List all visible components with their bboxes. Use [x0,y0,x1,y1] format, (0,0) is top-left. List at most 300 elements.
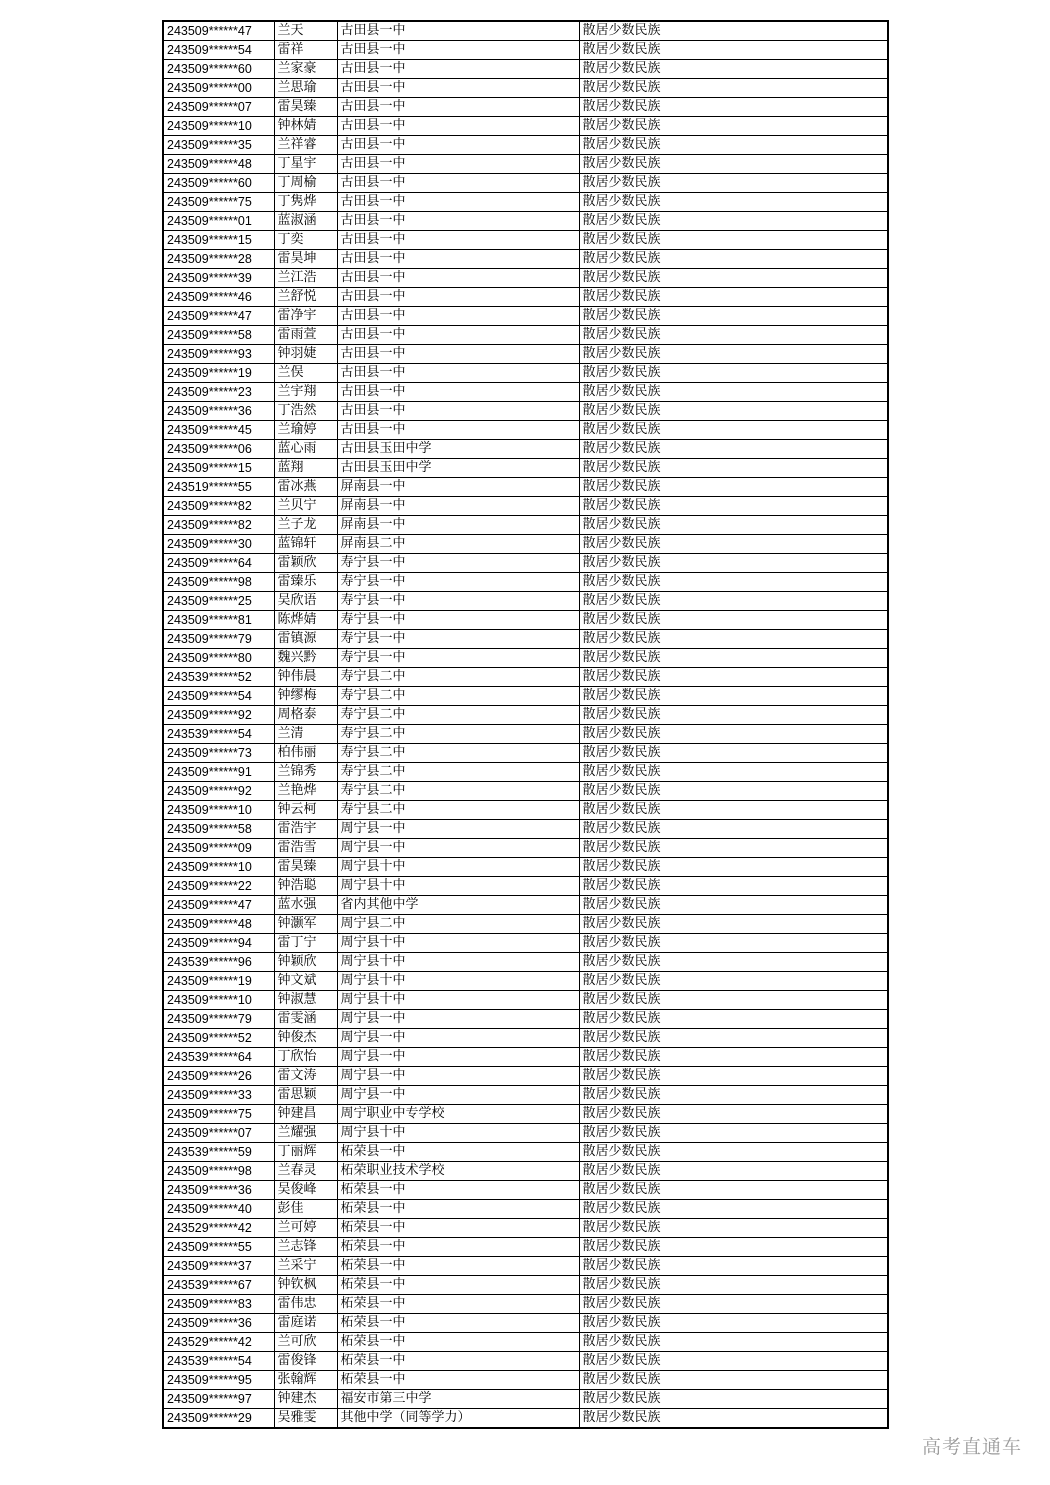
table-row [163,193,888,212]
exam-id-cell: 243509******47 [163,896,274,915]
name-cell: 钟建昌 [274,1105,337,1124]
exam-id-cell: 243509******94 [163,934,274,953]
category-cell: 散居少数民族 [579,801,888,820]
category-cell: 散居少数民族 [579,1371,888,1390]
name-cell: 雷昊坤 [274,250,337,269]
table-row [163,1238,888,1257]
category-cell: 散居少数民族 [579,1295,888,1314]
school-cell: 柘荣县一中 [337,1314,579,1333]
school-cell: 寿宁县二中 [337,782,579,801]
table-row [163,307,888,326]
table-row [163,497,888,516]
exam-id-cell: 243509******19 [163,364,274,383]
exam-id-cell: 243529******42 [163,1333,274,1352]
category-cell: 散居少数民族 [579,174,888,193]
name-cell: 兰可欣 [274,1333,337,1352]
table-row [163,1048,888,1067]
table-row [163,1257,888,1276]
category-cell: 散居少数民族 [579,630,888,649]
name-cell: 兰思瑜 [274,79,337,98]
name-cell: 兰清 [274,725,337,744]
school-cell: 古田县一中 [337,288,579,307]
exam-id-cell: 243519******55 [163,478,274,497]
school-cell: 寿宁县一中 [337,554,579,573]
school-cell: 古田县一中 [337,79,579,98]
category-cell: 散居少数民族 [579,1124,888,1143]
category-cell: 散居少数民族 [579,79,888,98]
table-row [163,1010,888,1029]
category-cell: 散居少数民族 [579,440,888,459]
category-cell: 散居少数民族 [579,1200,888,1219]
school-cell: 屏南县一中 [337,497,579,516]
table-row [163,79,888,98]
school-cell: 柘荣县一中 [337,1181,579,1200]
table-row [163,136,888,155]
exam-id-cell: 243509******45 [163,421,274,440]
category-cell: 散居少数民族 [579,706,888,725]
name-cell: 兰瑜婷 [274,421,337,440]
exam-id-cell: 243509******79 [163,630,274,649]
school-cell: 柘荣县一中 [337,1333,579,1352]
school-cell: 古田县一中 [337,402,579,421]
exam-id-cell: 243509******95 [163,1371,274,1390]
name-cell: 兰采宁 [274,1257,337,1276]
exam-id-cell: 243509******28 [163,250,274,269]
exam-id-cell: 243509******36 [163,1314,274,1333]
school-cell: 寿宁县二中 [337,763,579,782]
exam-id-cell: 243539******54 [163,1352,274,1371]
table-row [163,21,888,41]
category-cell: 散居少数民族 [579,820,888,839]
exam-id-cell: 243509******79 [163,1010,274,1029]
table-row [163,1181,888,1200]
table-row [163,706,888,725]
exam-id-cell: 243509******09 [163,839,274,858]
category-cell: 散居少数民族 [579,231,888,250]
exam-id-cell: 243509******25 [163,592,274,611]
school-cell: 古田县玉田中学 [337,440,579,459]
school-cell: 古田县一中 [337,155,579,174]
school-cell: 其他中学（同等学力） [337,1409,579,1429]
category-cell: 散居少数民族 [579,877,888,896]
school-cell: 省内其他中学 [337,896,579,915]
category-cell: 散居少数民族 [579,991,888,1010]
category-cell: 散居少数民族 [579,516,888,535]
name-cell: 雷丁宁 [274,934,337,953]
name-cell: 丁星宇 [274,155,337,174]
exam-id-cell: 243509******10 [163,117,274,136]
table-row [163,516,888,535]
name-cell: 柏伟丽 [274,744,337,763]
candidate-table-body [163,21,888,1428]
exam-id-cell: 243509******36 [163,1181,274,1200]
category-cell: 散居少数民族 [579,953,888,972]
exam-id-cell: 243509******83 [163,1295,274,1314]
name-cell: 雷伟忠 [274,1295,337,1314]
category-cell: 散居少数民族 [579,478,888,497]
exam-id-cell: 243509******58 [163,820,274,839]
name-cell: 钟灏军 [274,915,337,934]
school-cell: 古田县一中 [337,21,579,41]
category-cell: 散居少数民族 [579,364,888,383]
table-row [163,98,888,117]
school-cell: 寿宁县二中 [337,725,579,744]
school-cell: 柘荣县一中 [337,1200,579,1219]
name-cell: 雷浩宇 [274,820,337,839]
category-cell: 散居少数民族 [579,1105,888,1124]
school-cell: 柘荣职业技术学校 [337,1162,579,1181]
table-row [163,1409,888,1429]
table-row [163,649,888,668]
table-row [163,687,888,706]
table-row [163,1276,888,1295]
exam-id-cell: 243509******80 [163,649,274,668]
name-cell: 雷雨萱 [274,326,337,345]
category-cell: 散居少数民族 [579,1390,888,1409]
category-cell: 散居少数民族 [579,668,888,687]
table-row [163,212,888,231]
exam-id-cell: 243539******96 [163,953,274,972]
exam-id-cell: 243539******52 [163,668,274,687]
exam-id-cell: 243539******54 [163,725,274,744]
exam-id-cell: 243509******29 [163,1409,274,1429]
school-cell: 周宁职业中专学校 [337,1105,579,1124]
school-cell: 周宁县十中 [337,877,579,896]
school-cell: 周宁县一中 [337,1010,579,1029]
name-cell: 雷净宇 [274,307,337,326]
category-cell: 散居少数民族 [579,934,888,953]
table-row [163,782,888,801]
exam-id-cell: 243509******23 [163,383,274,402]
table-row [163,858,888,877]
category-cell: 散居少数民族 [579,345,888,364]
school-cell: 古田县一中 [337,136,579,155]
table-row [163,915,888,934]
table-row [163,440,888,459]
name-cell: 丁欣怡 [274,1048,337,1067]
table-row [163,611,888,630]
name-cell: 兰贝宁 [274,497,337,516]
name-cell: 钟淑慧 [274,991,337,1010]
school-cell: 柘荣县一中 [337,1352,579,1371]
table-row [163,269,888,288]
school-cell: 古田县一中 [337,345,579,364]
exam-id-cell: 243509******19 [163,972,274,991]
name-cell: 蓝水强 [274,896,337,915]
school-cell: 周宁县十中 [337,934,579,953]
exam-id-cell: 243509******92 [163,706,274,725]
category-cell: 散居少数民族 [579,554,888,573]
school-cell: 福安市第三中学 [337,1390,579,1409]
name-cell: 雷昊臻 [274,858,337,877]
category-cell: 散居少数民族 [579,250,888,269]
category-cell: 散居少数民族 [579,307,888,326]
name-cell: 雷镇源 [274,630,337,649]
exam-id-cell: 243509******60 [163,60,274,79]
exam-id-cell: 243509******48 [163,155,274,174]
category-cell: 散居少数民族 [579,497,888,516]
exam-id-cell: 243509******37 [163,1257,274,1276]
exam-id-cell: 243509******36 [163,402,274,421]
exam-id-cell: 243509******64 [163,554,274,573]
table-row [163,953,888,972]
school-cell: 周宁县一中 [337,839,579,858]
name-cell: 雷浩雪 [274,839,337,858]
category-cell: 散居少数民族 [579,1276,888,1295]
exam-id-cell: 243539******64 [163,1048,274,1067]
exam-id-cell: 243509******35 [163,136,274,155]
exam-id-cell: 243509******47 [163,307,274,326]
category-cell: 散居少数民族 [579,155,888,174]
table-row [163,1124,888,1143]
exam-id-cell: 243509******30 [163,535,274,554]
table-row [163,174,888,193]
exam-id-cell: 243509******98 [163,1162,274,1181]
category-cell: 散居少数民族 [579,212,888,231]
name-cell: 兰子龙 [274,516,337,535]
table-row [163,820,888,839]
category-cell: 散居少数民族 [579,383,888,402]
category-cell: 散居少数民族 [579,535,888,554]
school-cell: 柘荣县一中 [337,1371,579,1390]
exam-id-cell: 243509******55 [163,1238,274,1257]
category-cell: 散居少数民族 [579,1352,888,1371]
category-cell: 散居少数民族 [579,288,888,307]
table-row [163,801,888,820]
name-cell: 蓝锦轩 [274,535,337,554]
exam-id-cell: 243509******93 [163,345,274,364]
school-cell: 古田县一中 [337,383,579,402]
name-cell: 兰江浩 [274,269,337,288]
table-row [163,402,888,421]
name-cell: 蓝心雨 [274,440,337,459]
school-cell: 古田县一中 [337,60,579,79]
table-row [163,1352,888,1371]
school-cell: 柘荣县一中 [337,1219,579,1238]
table-row [163,972,888,991]
table-row [163,1143,888,1162]
school-cell: 古田县一中 [337,212,579,231]
school-cell: 古田县一中 [337,174,579,193]
name-cell: 钟文斌 [274,972,337,991]
exam-id-cell: 243509******92 [163,782,274,801]
name-cell: 周格泰 [274,706,337,725]
name-cell: 钟缪梅 [274,687,337,706]
category-cell: 散居少数民族 [579,1067,888,1086]
name-cell: 钟颖欣 [274,953,337,972]
table-row [163,573,888,592]
table-row [163,896,888,915]
school-cell: 屏南县一中 [337,478,579,497]
school-cell: 古田县一中 [337,307,579,326]
school-cell: 屏南县二中 [337,535,579,554]
exam-id-cell: 243509******01 [163,212,274,231]
school-cell: 古田县一中 [337,231,579,250]
name-cell: 魏兴黔 [274,649,337,668]
table-row [163,478,888,497]
exam-id-cell: 243509******54 [163,687,274,706]
name-cell: 丁丽辉 [274,1143,337,1162]
name-cell: 雷庭诺 [274,1314,337,1333]
name-cell: 雷祥 [274,41,337,60]
category-cell: 散居少数民族 [579,592,888,611]
school-cell: 古田县一中 [337,250,579,269]
exam-id-cell: 243509******39 [163,269,274,288]
school-cell: 寿宁县一中 [337,649,579,668]
school-cell: 周宁县一中 [337,820,579,839]
school-cell: 柘荣县一中 [337,1238,579,1257]
category-cell: 散居少数民族 [579,193,888,212]
table-row [163,1067,888,1086]
table-row [163,117,888,136]
category-cell: 散居少数民族 [579,858,888,877]
exam-id-cell: 243529******42 [163,1219,274,1238]
name-cell: 丁奕 [274,231,337,250]
exam-id-cell: 243509******00 [163,79,274,98]
table-row [163,1219,888,1238]
table-row [163,288,888,307]
exam-id-cell: 243509******75 [163,193,274,212]
category-cell: 散居少数民族 [579,269,888,288]
school-cell: 周宁县十中 [337,1124,579,1143]
exam-id-cell: 243509******46 [163,288,274,307]
name-cell: 彭佳 [274,1200,337,1219]
category-cell: 散居少数民族 [579,1086,888,1105]
school-cell: 柘荣县一中 [337,1295,579,1314]
category-cell: 散居少数民族 [579,839,888,858]
school-cell: 周宁县十中 [337,991,579,1010]
table-row [163,1295,888,1314]
exam-id-cell: 243539******67 [163,1276,274,1295]
name-cell: 钟浩聪 [274,877,337,896]
school-cell: 寿宁县二中 [337,668,579,687]
category-cell: 散居少数民族 [579,782,888,801]
school-cell: 柘荣县一中 [337,1143,579,1162]
table-row [163,991,888,1010]
table-row [163,421,888,440]
category-cell: 散居少数民族 [579,41,888,60]
school-cell: 古田县一中 [337,269,579,288]
table-row [163,592,888,611]
school-cell: 寿宁县一中 [337,630,579,649]
exam-id-cell: 243509******26 [163,1067,274,1086]
table-row [163,877,888,896]
category-cell: 散居少数民族 [579,1048,888,1067]
category-cell: 散居少数民族 [579,1333,888,1352]
school-cell: 寿宁县一中 [337,573,579,592]
category-cell: 散居少数民族 [579,687,888,706]
name-cell: 兰可婷 [274,1219,337,1238]
school-cell: 寿宁县二中 [337,744,579,763]
exam-id-cell: 243509******60 [163,174,274,193]
exam-id-cell: 243509******07 [163,1124,274,1143]
name-cell: 兰宇翔 [274,383,337,402]
exam-id-cell: 243509******91 [163,763,274,782]
category-cell: 散居少数民族 [579,972,888,991]
category-cell: 散居少数民族 [579,136,888,155]
category-cell: 散居少数民族 [579,763,888,782]
exam-id-cell: 243539******59 [163,1143,274,1162]
name-cell: 兰志锋 [274,1238,337,1257]
school-cell: 古田县一中 [337,117,579,136]
name-cell: 钟羽婕 [274,345,337,364]
name-cell: 兰耀强 [274,1124,337,1143]
category-cell: 散居少数民族 [579,1219,888,1238]
school-cell: 寿宁县二中 [337,706,579,725]
exam-id-cell: 243509******10 [163,801,274,820]
name-cell: 雷臻乐 [274,573,337,592]
exam-id-cell: 243509******52 [163,1029,274,1048]
table-row [163,1200,888,1219]
school-cell: 古田县玉田中学 [337,459,579,478]
table-row [163,383,888,402]
exam-id-cell: 243509******47 [163,21,274,41]
table-row [163,554,888,573]
exam-id-cell: 243509******58 [163,326,274,345]
category-cell: 散居少数民族 [579,1238,888,1257]
table-row [163,668,888,687]
category-cell: 散居少数民族 [579,1314,888,1333]
name-cell: 吴欣语 [274,592,337,611]
name-cell: 钟伟晨 [274,668,337,687]
name-cell: 兰春灵 [274,1162,337,1181]
table-row [163,231,888,250]
name-cell: 蓝淑涵 [274,212,337,231]
school-cell: 柘荣县一中 [337,1276,579,1295]
exam-id-cell: 243509******98 [163,573,274,592]
exam-id-cell: 243509******81 [163,611,274,630]
name-cell: 兰艳烨 [274,782,337,801]
category-cell: 散居少数民族 [579,896,888,915]
name-cell: 兰锦秀 [274,763,337,782]
name-cell: 兰俣 [274,364,337,383]
table-row [163,345,888,364]
table-row [163,1390,888,1409]
name-cell: 雷颖欣 [274,554,337,573]
table-row [163,1371,888,1390]
school-cell: 周宁县十中 [337,972,579,991]
exam-id-cell: 243509******15 [163,459,274,478]
name-cell: 丁周榆 [274,174,337,193]
name-cell: 兰祥睿 [274,136,337,155]
exam-id-cell: 243509******97 [163,1390,274,1409]
table-row [163,1105,888,1124]
category-cell: 散居少数民族 [579,573,888,592]
table-row [163,250,888,269]
name-cell: 雷昊臻 [274,98,337,117]
category-cell: 散居少数民族 [579,60,888,79]
name-cell: 兰舒悦 [274,288,337,307]
category-cell: 散居少数民族 [579,649,888,668]
school-cell: 周宁县十中 [337,953,579,972]
category-cell: 散居少数民族 [579,1409,888,1429]
table-row [163,934,888,953]
category-cell: 散居少数民族 [579,98,888,117]
name-cell: 吴雅雯 [274,1409,337,1429]
table-row [163,155,888,174]
name-cell: 雷俊锋 [274,1352,337,1371]
table-row [163,1162,888,1181]
name-cell: 蓝翔 [274,459,337,478]
school-cell: 周宁县二中 [337,915,579,934]
name-cell: 陈烨婧 [274,611,337,630]
school-cell: 古田县一中 [337,193,579,212]
table-row [163,459,888,478]
name-cell: 钟林婧 [274,117,337,136]
name-cell: 兰天 [274,21,337,41]
name-cell: 丁隽烨 [274,193,337,212]
category-cell: 散居少数民族 [579,1181,888,1200]
